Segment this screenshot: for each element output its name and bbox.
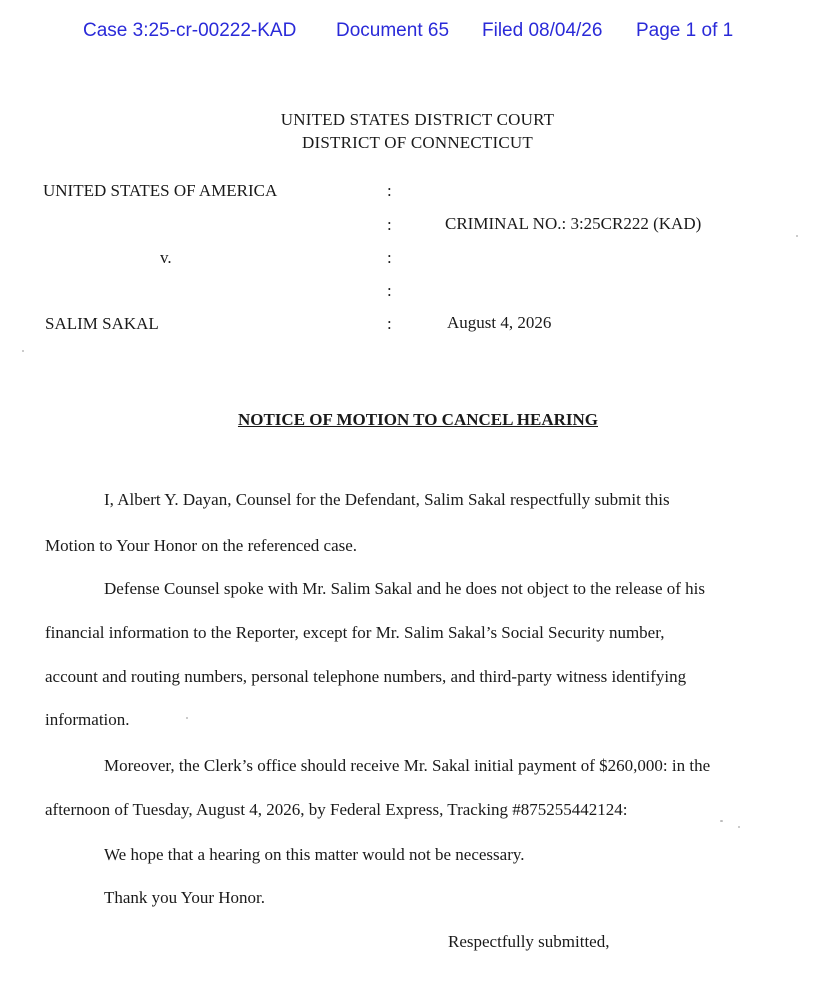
court-heading bbox=[0, 108, 830, 154]
paragraph-3-line-1: Moreover, the Clerk’s office should receive Mr. Sakal initial payment of $260,000: in the bbox=[104, 756, 711, 775]
paragraph-1-line-1: I, Albert Y. Dayan, Counsel for the Defendant, Salim Sakal respectfully submit this bbox=[104, 490, 670, 509]
scan-speck bbox=[720, 820, 723, 822]
document-title-text: NOTICE OF MOTION TO CANCEL HEARING bbox=[237, 410, 599, 429]
court-name: UNITED STATES DISTRICT COURT bbox=[280, 110, 555, 129]
paragraph-2-line-2: financial information to the Reporter, except for Mr. Salim Sakal’s Social Security number, bbox=[45, 623, 665, 642]
paragraph-4: We hope that a hearing on this matter would not be necessary. bbox=[104, 845, 525, 864]
caption-colon: : bbox=[387, 281, 392, 300]
scan-speck bbox=[738, 826, 740, 828]
ecf-header-stamp bbox=[0, 20, 830, 46]
caption-colon: : bbox=[387, 248, 392, 267]
plaintiff-name: UNITED STATES OF AMERICA bbox=[43, 181, 278, 200]
scan-speck bbox=[22, 350, 24, 352]
paragraph-2-line-3: account and routing numbers, personal telephone numbers, and third-party witness identifying bbox=[45, 667, 687, 686]
case-number: Case 3:25-cr-00222-KAD bbox=[83, 20, 297, 41]
versus-label: v. bbox=[160, 248, 172, 267]
filing-date: August 4, 2026 bbox=[447, 313, 552, 332]
page-indicator: Page 1 of 1 bbox=[636, 20, 734, 41]
paragraph-5: Thank you Your Honor. bbox=[104, 888, 266, 907]
caption-colon: : bbox=[387, 215, 392, 234]
paragraph-1-line-2: Motion to Your Honor on the referenced case. bbox=[45, 536, 358, 555]
criminal-number: CRIMINAL NO.: 3:25CR222 (KAD) bbox=[445, 214, 702, 233]
closing-line: Respectfully submitted, bbox=[448, 932, 610, 951]
document-number: Document 65 bbox=[336, 20, 450, 41]
document-title bbox=[0, 410, 830, 430]
scan-speck bbox=[186, 717, 188, 719]
defendant-name: SALIM SAKAL bbox=[45, 314, 159, 333]
caption-colon: : bbox=[387, 181, 392, 200]
scan-speck bbox=[796, 235, 798, 237]
paragraph-2-line-1: Defense Counsel spoke with Mr. Salim Sakal and he does not object to the release of his bbox=[104, 579, 706, 598]
filed-date: Filed 08/04/26 bbox=[482, 20, 603, 41]
paragraph-3-line-2: afternoon of Tuesday, August 4, 2026, by Federal Express, Tracking #875255442124: bbox=[45, 800, 628, 819]
court-district: DISTRICT OF CONNECTICUT bbox=[302, 133, 533, 152]
paragraph-2-line-4: information. bbox=[45, 710, 130, 729]
caption-colon: : bbox=[387, 314, 392, 333]
